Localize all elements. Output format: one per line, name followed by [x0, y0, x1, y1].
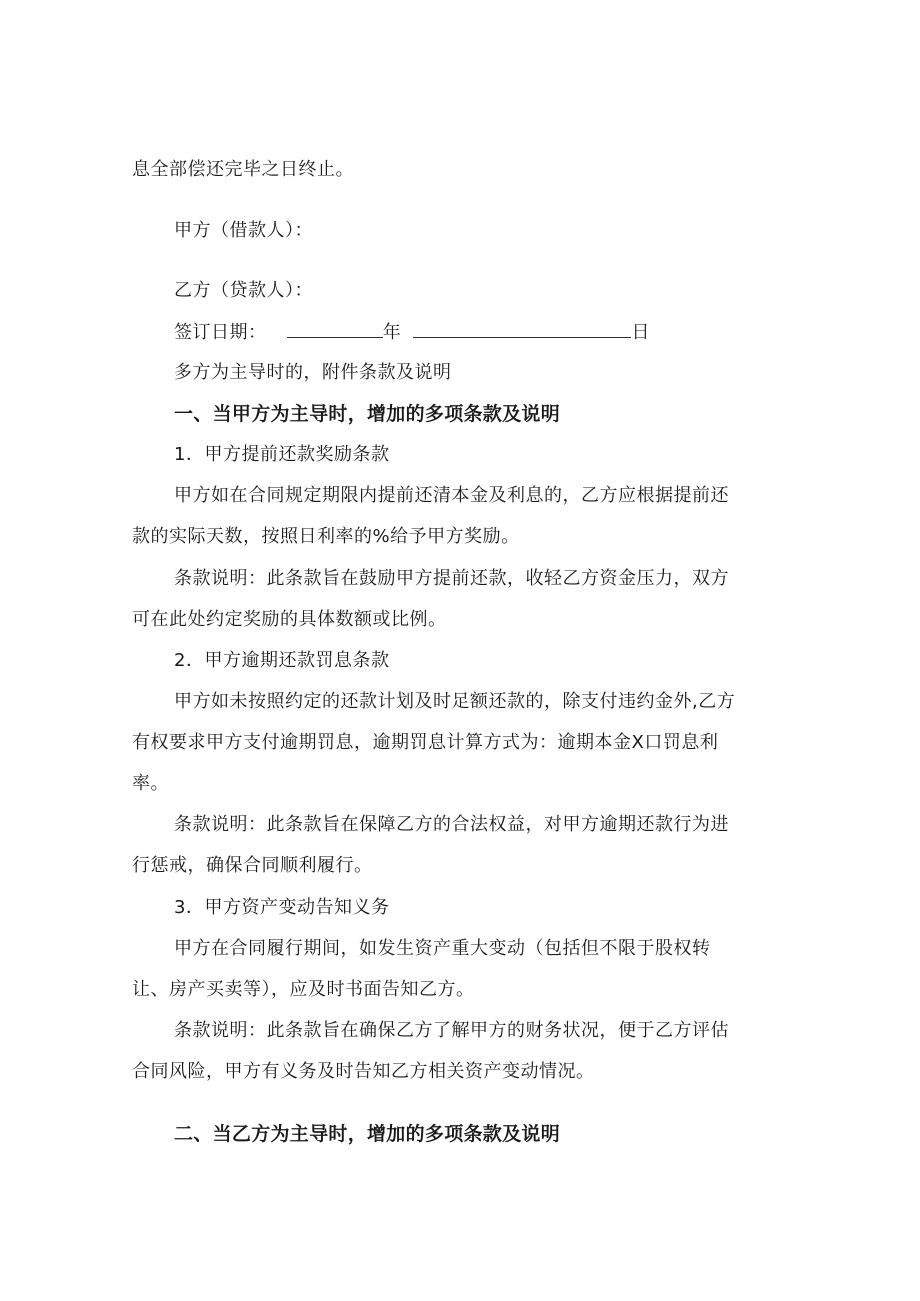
signing-date-label: 签订日期：: [174, 322, 267, 343]
paragraph-line: 行惩戒，确保合同顺利履行。: [132, 855, 373, 876]
paragraph-line: 甲方在合同履行期间，如发生资产重大变动（包括但不限于股权转: [174, 938, 711, 959]
paragraph-line: 率。: [132, 773, 169, 794]
appendix-title: 多方为主导时的，附件条款及说明: [174, 362, 452, 383]
paragraph-line: 让、房产买卖等），应及时书面告知乙方。: [132, 979, 475, 1000]
year-label: 年: [382, 322, 402, 343]
paragraph-line: 可在此处约定奖励的具体数额或比例。: [132, 609, 447, 630]
paragraph-line: 息全部偿还完毕之日终止。: [132, 159, 354, 180]
clause-title-2: 2．甲方逾期还款罚息条款: [174, 650, 390, 671]
year-blank: [287, 319, 383, 338]
party-a-label: 甲方（借款人）：: [174, 220, 313, 241]
signing-date-row: [174, 319, 650, 345]
clause-title-3: 3．甲方资产变动告知义务: [174, 897, 390, 918]
day-label: 日: [631, 322, 650, 343]
paragraph-line: 合同风险，甲方有义务及时告知乙方相关资产变动情况。: [132, 1061, 595, 1082]
clause-title-1: 1．甲方提前还款奖励条款: [174, 444, 390, 465]
day-blank: [413, 319, 631, 338]
paragraph-line: 有权要求甲方支付逾期罚息，逾期罚息计算方式为：逾期本金X口罚息利: [132, 732, 719, 753]
paragraph-line: 条款说明：此条款旨在保障乙方的合法权益，对甲方逾期还款行为进: [174, 814, 729, 835]
paragraph-line: 甲方如未按照约定的还款计划及时足额还款的，除支付违约金外,乙方: [174, 691, 736, 712]
paragraph-line: 条款说明：此条款旨在鼓励甲方提前还款，收轻乙方资金压力，双方: [174, 568, 729, 589]
party-b-label: 乙方（贷款人）：: [174, 280, 313, 301]
paragraph-line: 款的实际天数，按照日利率的%给予甲方奖励。: [132, 526, 520, 547]
paragraph-line: 甲方如在合同规定期限内提前还清本金及利息的，乙方应根据提前还: [174, 485, 729, 506]
paragraph-line: 条款说明：此条款旨在确保乙方了解甲方的财务状况，便于乙方评估: [174, 1020, 729, 1041]
section-heading-1: 一、当甲方为主导时，增加的多项条款及说明: [174, 403, 561, 425]
section-heading-2: 二、当乙方为主导时，增加的多项条款及说明: [174, 1123, 561, 1145]
